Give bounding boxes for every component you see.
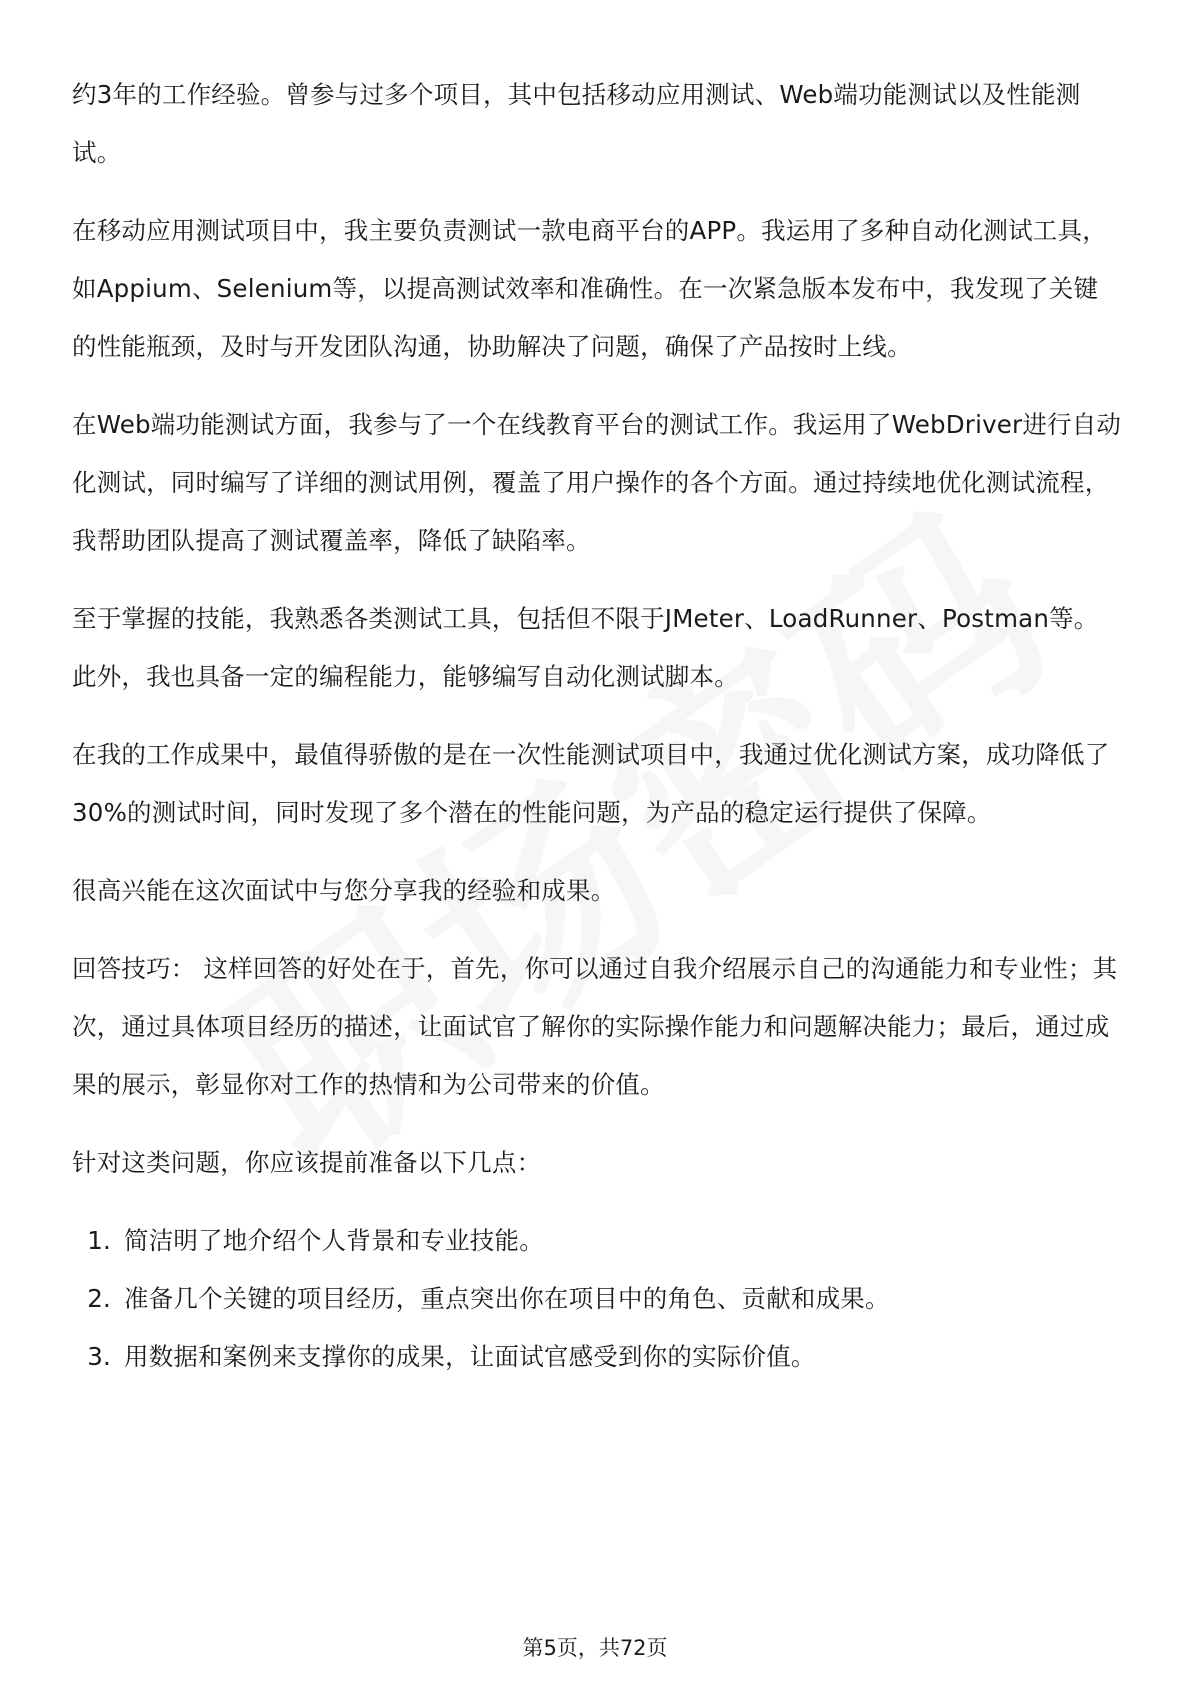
paragraph-web-testing: 在Web端功能测试方面，我参与了一个在线教育平台的测试工作。我运用了WebDriver进行自动化测试，同时编写了详细的测试用例，覆盖了用户操作的各个方面。通过持续地优化测试流程，我帮助团队提高了测试覆盖率，降低了缺陷率。 [72, 410, 1122, 555]
paragraph-mobile-testing: 在移动应用测试项目中，我主要负责测试一款电商平台的APP。我运用了多种自动化测试工具，如Appium、Selenium等，以提高测试效率和准确性。在一次紧急版本发布中，我发现了关键的性能瓶颈，及时与开发团队沟通，协助解决了问题，确保了产品按时上线。 [72, 216, 1107, 361]
list-item-text: 用数据和案例来支撑你的成果，让面试官感受到你的实际价值。 [124, 1342, 816, 1371]
list-item-text: 简洁明了地介绍个人背景和专业技能。 [124, 1226, 544, 1255]
list-item-number: 2. [87, 1284, 111, 1313]
page-number-footer: 第5页，共72页 [522, 1636, 668, 1660]
paragraph-preparation-intro: 针对这类问题，你应该提前准备以下几点： [72, 1148, 542, 1177]
list-item-text: 准备几个关键的项目经历，重点突出你在项目中的角色、贡献和成果。 [124, 1284, 890, 1313]
paragraph-skills: 至于掌握的技能，我熟悉各类测试工具，包括但不限于JMeter、LoadRunner、Postman等。此外，我也具备一定的编程能力，能够编写自动化测试脚本。 [72, 604, 1099, 691]
list-item [72, 1212, 1122, 1270]
preparation-list [72, 1212, 1122, 1386]
paragraph-answer-tips: 回答技巧： 这样回答的好处在于，首先，你可以通过自我介绍展示自己的沟通能力和专业性；其次，通过具体项目经历的描述，让面试官了解你的实际操作能力和问题解决能力；最后，通过成果的展示，彰显你对工作的热情和为公司带来的价值。 [72, 954, 1118, 1099]
list-item-number: 3. [87, 1342, 111, 1371]
document-body [72, 66, 1122, 1386]
paragraph-closing: 很高兴能在这次面试中与您分享我的经验和成果。 [72, 876, 616, 905]
list-item-number: 1. [87, 1226, 111, 1255]
paragraph-experience-summary: 约3年的工作经验。曾参与过多个项目，其中包括移动应用测试、Web端功能测试以及性能测试。 [72, 80, 1081, 167]
list-item [72, 1328, 1122, 1386]
list-item [72, 1270, 1122, 1328]
paragraph-achievements: 在我的工作成果中，最值得骄傲的是在一次性能测试项目中，我通过优化测试方案，成功降低了30%的测试时间，同时发现了多个潜在的性能问题，为产品的稳定运行提供了保障。 [72, 740, 1110, 827]
